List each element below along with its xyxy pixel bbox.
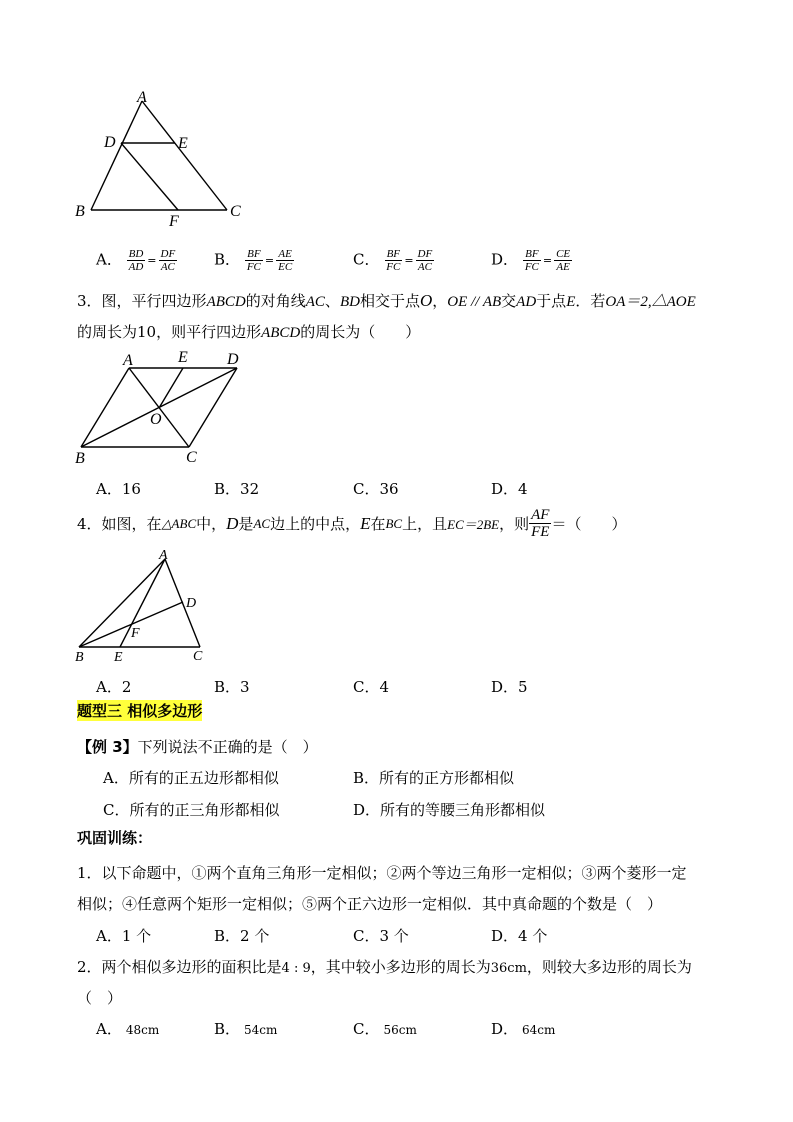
p2-option-d[interactable] (491, 1018, 555, 1039)
option-value: 54cm (244, 1023, 278, 1037)
label-e: E (178, 349, 188, 366)
text: ， (432, 292, 448, 310)
frac-num: DF (417, 248, 433, 260)
math: AB (482, 294, 502, 310)
frac-num: BD (128, 248, 144, 260)
math: △ABC (161, 515, 197, 531)
q3-option-d[interactable]: D．4 (491, 480, 528, 498)
q3-line-2 (77, 321, 420, 342)
text: ＝（ ） (551, 515, 627, 533)
text: 如图，在 (101, 515, 162, 533)
math: ABCD (206, 294, 246, 310)
text: 图，平行四边形 (101, 292, 207, 310)
p2-line-1 (77, 956, 692, 977)
q3-number: 3． (77, 292, 102, 310)
math: D (226, 513, 239, 533)
p1-option-b[interactable]: B．2 个 (214, 927, 270, 945)
frac-den: FC (386, 261, 401, 273)
math: AC (253, 515, 271, 531)
math: ABCD (261, 325, 301, 341)
label-f: F (169, 213, 179, 230)
math: AC (305, 294, 325, 310)
text: ，其中较小多边形的周长为 (310, 958, 491, 976)
frac-den: AC (160, 261, 175, 273)
section-title: 题型三 相似多边形 (77, 702, 203, 720)
q4-option-c[interactable]: C．4 (353, 678, 390, 696)
text: 在 (370, 515, 386, 533)
label-d: D (227, 351, 239, 368)
label-f: F (131, 626, 140, 641)
option-label: C． (353, 1020, 380, 1038)
q3-option-b[interactable]: B．32 (214, 480, 260, 498)
q4-option-d[interactable]: D．5 (491, 678, 528, 696)
label-a: A (137, 89, 147, 106)
option-label: A． (96, 1020, 122, 1038)
p1-option-a[interactable]: A．1 个 (96, 927, 152, 945)
example-3-question (77, 736, 318, 757)
frac-num: DF (160, 248, 176, 260)
text: 的周长为10，则平行四边形 (77, 323, 262, 341)
text: 是 (238, 515, 254, 533)
frac-den: AE (556, 261, 570, 273)
p1-option-c[interactable]: C．3 个 (353, 927, 409, 945)
practice-title: 巩固训练： (77, 829, 153, 847)
text: ，则 (499, 515, 530, 533)
q3-option-c[interactable]: C．36 (353, 480, 399, 498)
option-label: A． (96, 250, 122, 269)
example-tag: 【例 3】 (77, 738, 138, 756)
frac-num: BF (247, 248, 261, 260)
equals-sign: = (404, 254, 414, 267)
frac-num: CE (556, 248, 571, 260)
math: OE (447, 294, 468, 310)
figure-triangle-abc-de-df (60, 80, 260, 230)
p1-option-d[interactable]: D．4 个 (491, 927, 548, 945)
math: 36cm (490, 961, 527, 976)
p2-line-2: （ ） (77, 989, 123, 1007)
equals-sign: = (264, 254, 275, 267)
q2-option-a[interactable] (96, 248, 177, 273)
label-a: A (159, 548, 168, 563)
text: 相交于点 (359, 292, 420, 310)
math: OA＝2, (605, 294, 652, 310)
q4-option-a[interactable]: A．2 (96, 678, 132, 696)
frac-den: AD (128, 261, 144, 273)
q4-option-b[interactable]: B．3 (214, 678, 250, 696)
p2-option-b[interactable] (214, 1018, 277, 1039)
p2-option-c[interactable] (353, 1018, 417, 1039)
p1-line-1: 1．以下命题中，①两个直角三角形一定相似；②两个等边三角形一定相似；③两个菱形一定 (77, 864, 687, 882)
q2-option-b[interactable] (214, 248, 294, 273)
frac-num: AE (278, 248, 292, 260)
q4-number: 4． (77, 515, 102, 533)
option-label: D． (491, 250, 519, 269)
frac-den: FE (531, 524, 550, 540)
math: EC＝2BE (447, 517, 500, 532)
math: // (467, 294, 483, 310)
text: 的周长为（ ） (300, 323, 421, 341)
option-label: B． (214, 1020, 241, 1038)
label-b: B (75, 450, 85, 467)
text: 上，且 (402, 515, 448, 533)
text: 的对角线 (245, 292, 306, 310)
frac-den: AC (417, 261, 432, 273)
equals-sign: = (147, 254, 157, 267)
text: 中， (196, 515, 227, 533)
q3-line-1 (77, 290, 696, 311)
figure-parallelogram-abcd (65, 345, 265, 470)
label-a: A (123, 352, 133, 369)
label-b: B (75, 650, 84, 665)
frac-num: BF (525, 248, 539, 260)
option-label: D． (491, 1020, 519, 1038)
math: BD (339, 294, 360, 310)
option-value: 48cm (125, 1023, 160, 1037)
text: 交 (501, 292, 517, 310)
label-o: O (150, 411, 162, 428)
frac-num: BF (386, 248, 401, 260)
figure-triangle-abc-cevians (65, 545, 225, 670)
text: 、 (324, 292, 340, 310)
label-b: B (75, 203, 85, 220)
label-e: E (114, 650, 123, 665)
ex3-option-c[interactable]: C．所有的正三角形都相似 (103, 801, 280, 819)
q4-line (77, 507, 626, 540)
math: O (419, 291, 433, 310)
label-c: C (193, 649, 203, 664)
p2-option-a[interactable] (96, 1018, 159, 1039)
text: 边上的中点， (270, 515, 361, 533)
math: BC (385, 515, 403, 531)
math: 4 : 9 (281, 961, 311, 976)
q2-option-d[interactable] (491, 248, 572, 273)
option-label: C． (353, 250, 380, 269)
text: 2．两个相似多边形的面积比是 (77, 958, 282, 976)
p1-line-2: 相似；④任意两个矩形一定相似；⑤两个正六边形一定相似．其中真命题的个数是（ ） (77, 895, 663, 913)
q3-option-a[interactable]: A．16 (96, 480, 141, 498)
option-label: B． (214, 250, 241, 269)
frac-num: AF (531, 507, 550, 523)
text: 下列说法不正确的是（ ） (137, 738, 318, 756)
label-c: C (230, 203, 241, 220)
option-value: 56cm (383, 1023, 417, 1037)
option-value: 64cm (522, 1023, 556, 1037)
label-e: E (178, 135, 188, 152)
label-c: C (186, 449, 197, 466)
frac-den: FC (524, 261, 539, 273)
label-d: D (186, 596, 197, 611)
ex3-option-d[interactable]: D．所有的等腰三角形都相似 (353, 801, 546, 819)
math: E (566, 294, 576, 310)
frac-den: EC (278, 261, 293, 273)
math: AD (516, 294, 537, 310)
math: △AOE (651, 294, 696, 310)
q2-option-c[interactable] (353, 248, 434, 273)
equals-sign: = (542, 254, 553, 267)
math: E (360, 513, 371, 533)
text: ，则较大多边形的周长为 (526, 958, 692, 976)
frac-den: FC (246, 261, 261, 273)
text: ．若 (575, 292, 606, 310)
ex3-option-b[interactable]: B．所有的正方形都相似 (353, 769, 515, 787)
ex3-option-a[interactable]: A．所有的正五边形都相似 (103, 769, 279, 787)
label-d: D (104, 134, 116, 151)
text: 于点 (536, 292, 567, 310)
